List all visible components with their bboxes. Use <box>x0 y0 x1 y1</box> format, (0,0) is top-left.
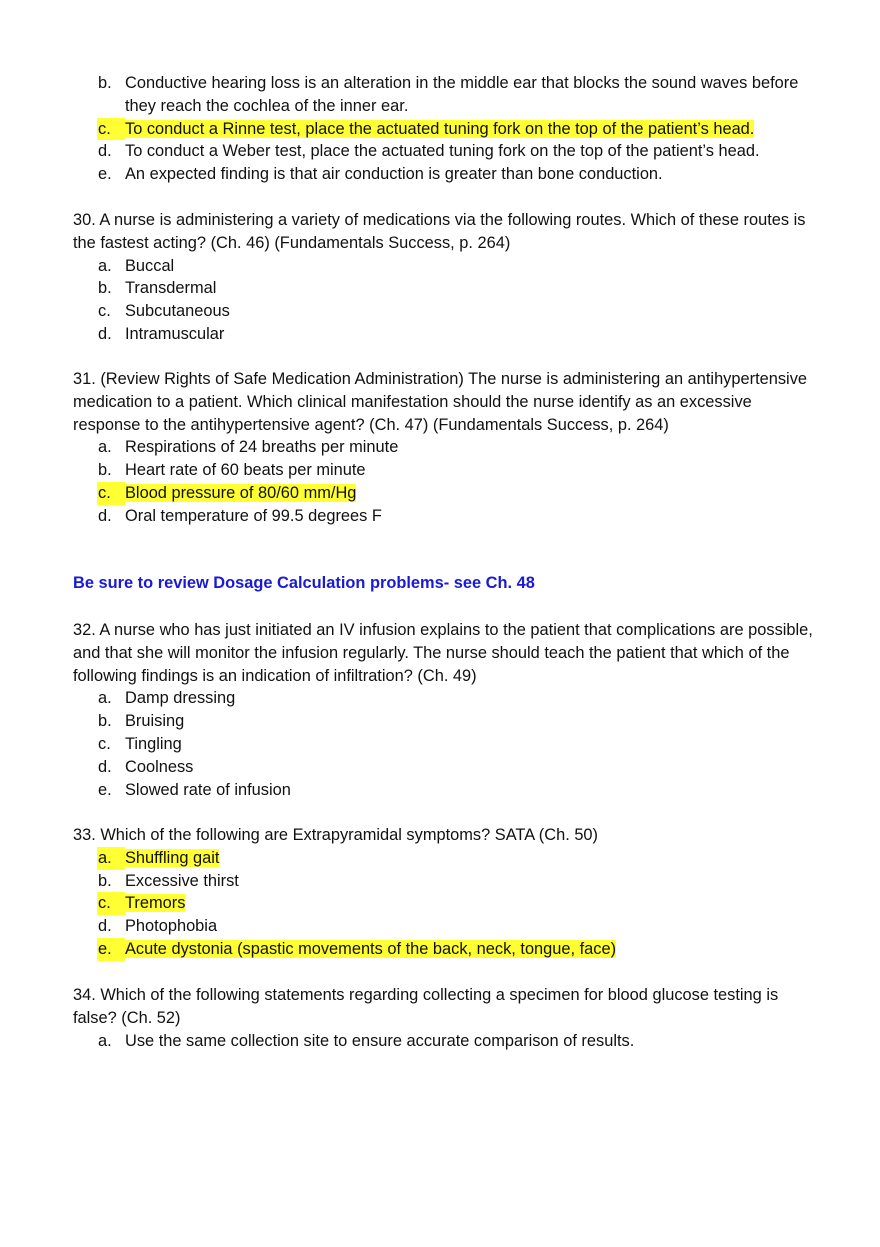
option-letter: d. <box>98 757 112 776</box>
question-34 <box>73 984 813 1052</box>
answer-option <box>73 323 813 346</box>
answer-option <box>73 733 813 756</box>
option-text: Damp dressing <box>125 689 236 708</box>
option-text: To conduct a Weber test, place the actuated tuning fork on the top of the patient’s head. <box>125 142 760 161</box>
answer-option <box>73 915 813 938</box>
option-text: Tremors <box>125 894 186 913</box>
option-text: Transdermal <box>125 279 217 298</box>
option-letter: d. <box>98 142 112 161</box>
option-letter: e. <box>98 165 112 184</box>
option-letter: a. <box>98 689 112 708</box>
option-text: Photophobia <box>125 917 218 936</box>
option-text: Acute dystonia (spastic movements of the back, neck, tongue, face) <box>125 939 617 958</box>
question-32 <box>73 619 813 801</box>
question-text: 30. A nurse is administering a variety of medications via the following routes. Which of these routes is the fastest acting? (Ch. 46) (Fundamentals Success, p. 264) <box>73 211 806 252</box>
question-33 <box>73 824 813 961</box>
option-letter: b. <box>98 461 112 480</box>
option-text: Coolness <box>125 757 194 776</box>
option-letter: e. <box>98 780 112 799</box>
answer-option <box>73 459 813 482</box>
answer-option <box>73 277 813 300</box>
option-letter: d. <box>98 324 112 343</box>
question-text: 34. Which of the following statements regarding collecting a specimen for blood glucose testing is false? (Ch. 52) <box>73 986 779 1027</box>
option-text: Intramuscular <box>125 324 225 343</box>
option-letter: c. <box>98 302 111 321</box>
question-text: 31. (Review Rights of Safe Medication Administration) The nurse is administering an antihypertensive medication to a patient. Which clinical manifestation should the nurse identify as an excessive response to the antihypertensive agent? (Ch. 47) (Fundamentals Success, p. 264) <box>73 370 808 434</box>
option-list <box>73 847 813 961</box>
option-letter: c. <box>98 119 111 138</box>
answer-option <box>73 118 813 141</box>
answer-option <box>73 140 813 163</box>
review-note: Be sure to review Dosage Calculation problems- see Ch. 48 <box>73 574 535 592</box>
option-list <box>73 436 813 527</box>
answer-option <box>73 72 813 118</box>
option-text: Respirations of 24 breaths per minute <box>125 438 399 457</box>
option-list <box>73 255 813 346</box>
option-letter: c. <box>98 734 111 753</box>
question-text: 33. Which of the following are Extrapyramidal symptoms? SATA (Ch. 50) <box>73 826 599 844</box>
option-letter: a. <box>98 1031 112 1050</box>
option-letter: b. <box>98 871 112 890</box>
option-text: Tingling <box>125 734 182 753</box>
answer-option <box>73 938 813 961</box>
option-text: Excessive thirst <box>125 871 239 890</box>
answer-option <box>73 1030 813 1053</box>
option-letter: c. <box>98 894 111 913</box>
answer-option <box>73 300 813 323</box>
answer-option <box>73 892 813 915</box>
option-letter: c. <box>98 483 111 502</box>
answer-option <box>73 482 813 505</box>
option-text: Heart rate of 60 beats per minute <box>125 461 366 480</box>
question-31 <box>73 368 813 528</box>
answer-option <box>73 163 813 186</box>
answer-option <box>73 436 813 459</box>
option-text: To conduct a Rinne test, place the actuated tuning fork on the top of the patient’s head. <box>125 119 755 138</box>
option-letter: b. <box>98 279 112 298</box>
option-letter: a. <box>98 256 112 275</box>
answer-option <box>73 710 813 733</box>
option-list <box>73 687 813 801</box>
answer-option <box>73 505 813 528</box>
question-29-continued <box>73 72 813 186</box>
option-list <box>73 1030 813 1053</box>
answer-option <box>73 779 813 802</box>
option-letter: a. <box>98 438 112 457</box>
option-text: Oral temperature of 99.5 degrees F <box>125 506 382 525</box>
answer-option <box>73 255 813 278</box>
question-text: 32. A nurse who has just initiated an IV infusion explains to the patient that complications are possible, and that she will monitor the infusion regularly. The nurse should teach the patient that which of the following findings is an indication of infiltration? (Ch. 49) <box>73 621 813 685</box>
option-letter: a. <box>98 848 112 867</box>
option-text: Subcutaneous <box>125 302 230 321</box>
option-list <box>73 72 813 186</box>
option-text: Bruising <box>125 712 185 731</box>
answer-option <box>73 847 813 870</box>
option-text: Use the same collection site to ensure accurate comparison of results. <box>125 1031 635 1050</box>
answer-option <box>73 687 813 710</box>
option-letter: e. <box>98 939 112 958</box>
option-text: Blood pressure of 80/60 mm/Hg <box>125 483 357 502</box>
option-text: Buccal <box>125 256 175 275</box>
option-text: Shuffling gait <box>125 848 220 867</box>
answer-option <box>73 756 813 779</box>
question-30 <box>73 209 813 346</box>
option-letter: d. <box>98 917 112 936</box>
answer-option <box>73 870 813 893</box>
option-letter: d. <box>98 506 112 525</box>
option-text: Conductive hearing loss is an alteration in the middle ear that blocks the sound waves before they reach the cochlea of the inner ear. <box>125 74 799 115</box>
option-text: Slowed rate of infusion <box>125 780 291 799</box>
option-text: An expected finding is that air conduction is greater than bone conduction. <box>125 165 663 184</box>
option-letter: b. <box>98 712 112 731</box>
option-letter: b. <box>98 74 112 92</box>
